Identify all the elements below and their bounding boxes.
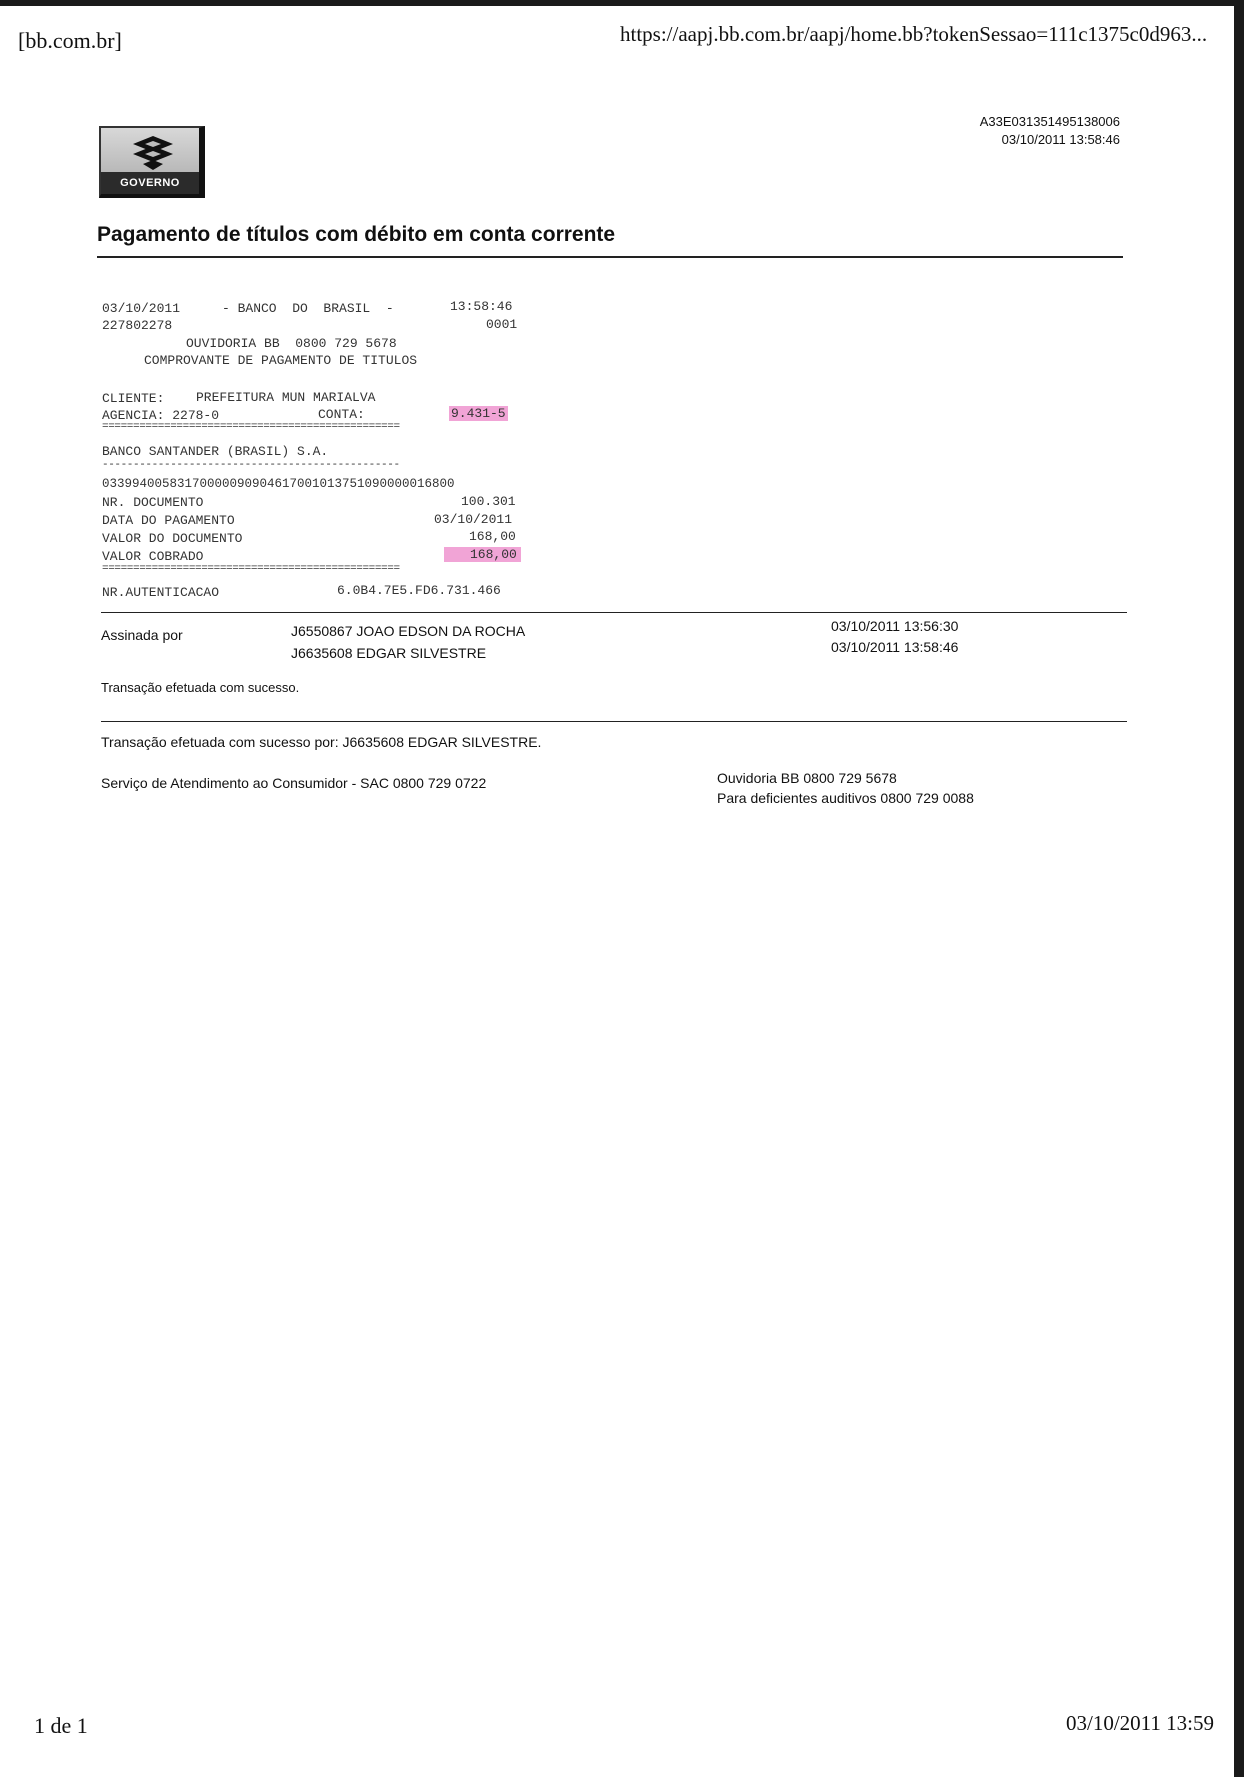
print-header-url: https://aapj.bb.com.br/aapj/home.bb?tokenSessao=111c1375c0d963... — [620, 22, 1208, 46]
data-pagamento-label: DATA DO PAGAMENTO — [102, 513, 235, 528]
sac-info: Serviço de Atendimento ao Consumidor - SAC 0800 729 0722 — [101, 775, 487, 791]
receipt-number: 227802278 — [102, 318, 173, 333]
scan-edge-top — [0, 0, 1244, 6]
signer-1-datetime: 03/10/2011 13:56:30 — [831, 618, 959, 634]
bb-logo-icon — [129, 134, 177, 172]
conta-value: 9.431-5 — [451, 406, 506, 421]
print-footer-datetime: 03/10/2011 13:59 — [1066, 1711, 1214, 1735]
nr-documento-label: NR. DOCUMENTO — [102, 495, 204, 510]
autenticacao-value: 6.0B4.7E5.FD6.731.466 — [337, 583, 501, 598]
print-footer-pages: 1 de 1 — [34, 1713, 88, 1738]
session-id: A33E031351495138006 — [979, 114, 1120, 129]
valor-documento-value: 168,00 — [469, 529, 516, 544]
status-divider — [101, 721, 1127, 722]
bank-logo — [99, 126, 205, 198]
deficientes-info: Para deficientes auditivos 0800 729 0088 — [717, 790, 974, 806]
data-pagamento-value: 03/10/2011 — [434, 512, 513, 527]
logo-label: GOVERNO — [101, 172, 199, 194]
session-datetime: 03/10/2011 13:58:46 — [1001, 132, 1120, 147]
beneficiary-bank: BANCO SANTANDER (BRASIL) S.A. — [102, 444, 329, 459]
ouvidoria-info: Ouvidoria BB 0800 729 5678 — [717, 770, 897, 786]
valor-documento-label: VALOR DO DOCUMENTO — [102, 531, 243, 546]
separator-single: ------------------------------------------------ — [102, 459, 400, 471]
receipt-bank-header: - BANCO DO BRASIL - — [222, 301, 394, 316]
title-divider — [97, 256, 1123, 258]
receipt-time: 13:58:46 — [450, 299, 513, 314]
receipt-seq: 0001 — [486, 317, 518, 332]
separator-double-2: ================================================ — [102, 563, 400, 575]
success-by: Transação efetuada com sucesso por: J6635608 EDGAR SILVESTRE. — [101, 734, 542, 750]
conta-label: CONTA: — [318, 407, 365, 422]
barcode-line: 03399400583170000090904617001013751090000016800 — [102, 477, 455, 491]
cliente-label: CLIENTE: — [102, 391, 165, 406]
autenticacao-label: NR.AUTENTICACAO — [102, 585, 220, 600]
print-header-site: [bb.com.br] — [18, 28, 122, 53]
valor-cobrado-label: VALOR COBRADO — [102, 549, 204, 564]
receipt-comprovante: COMPROVANTE DE PAGAMENTO DE TITULOS — [144, 353, 418, 368]
receipt-divider — [101, 612, 1127, 613]
signer-2: J6635608 EDGAR SILVESTRE — [291, 645, 487, 661]
scan-edge-right — [1234, 0, 1244, 1777]
page-title: Pagamento de títulos com débito em conta corrente — [97, 223, 616, 246]
signer-2-datetime: 03/10/2011 13:58:46 — [831, 639, 959, 655]
separator-double: ================================================ — [102, 421, 400, 433]
receipt-date: 03/10/2011 — [102, 301, 181, 316]
cliente-value: PREFEITURA MUN MARIALVA — [196, 390, 376, 405]
signed-by-label: Assinada por — [101, 627, 183, 643]
valor-cobrado-value: 168,00 — [444, 547, 521, 562]
nr-documento-value: 100.301 — [461, 494, 516, 509]
transaction-status: Transação efetuada com sucesso. — [101, 680, 300, 695]
receipt-ouvidoria: OUVIDORIA BB 0800 729 5678 — [186, 336, 397, 351]
agencia-label: AGENCIA: 2278-0 — [102, 408, 220, 423]
signer-1: J6550867 JOAO EDSON DA ROCHA — [291, 623, 526, 639]
